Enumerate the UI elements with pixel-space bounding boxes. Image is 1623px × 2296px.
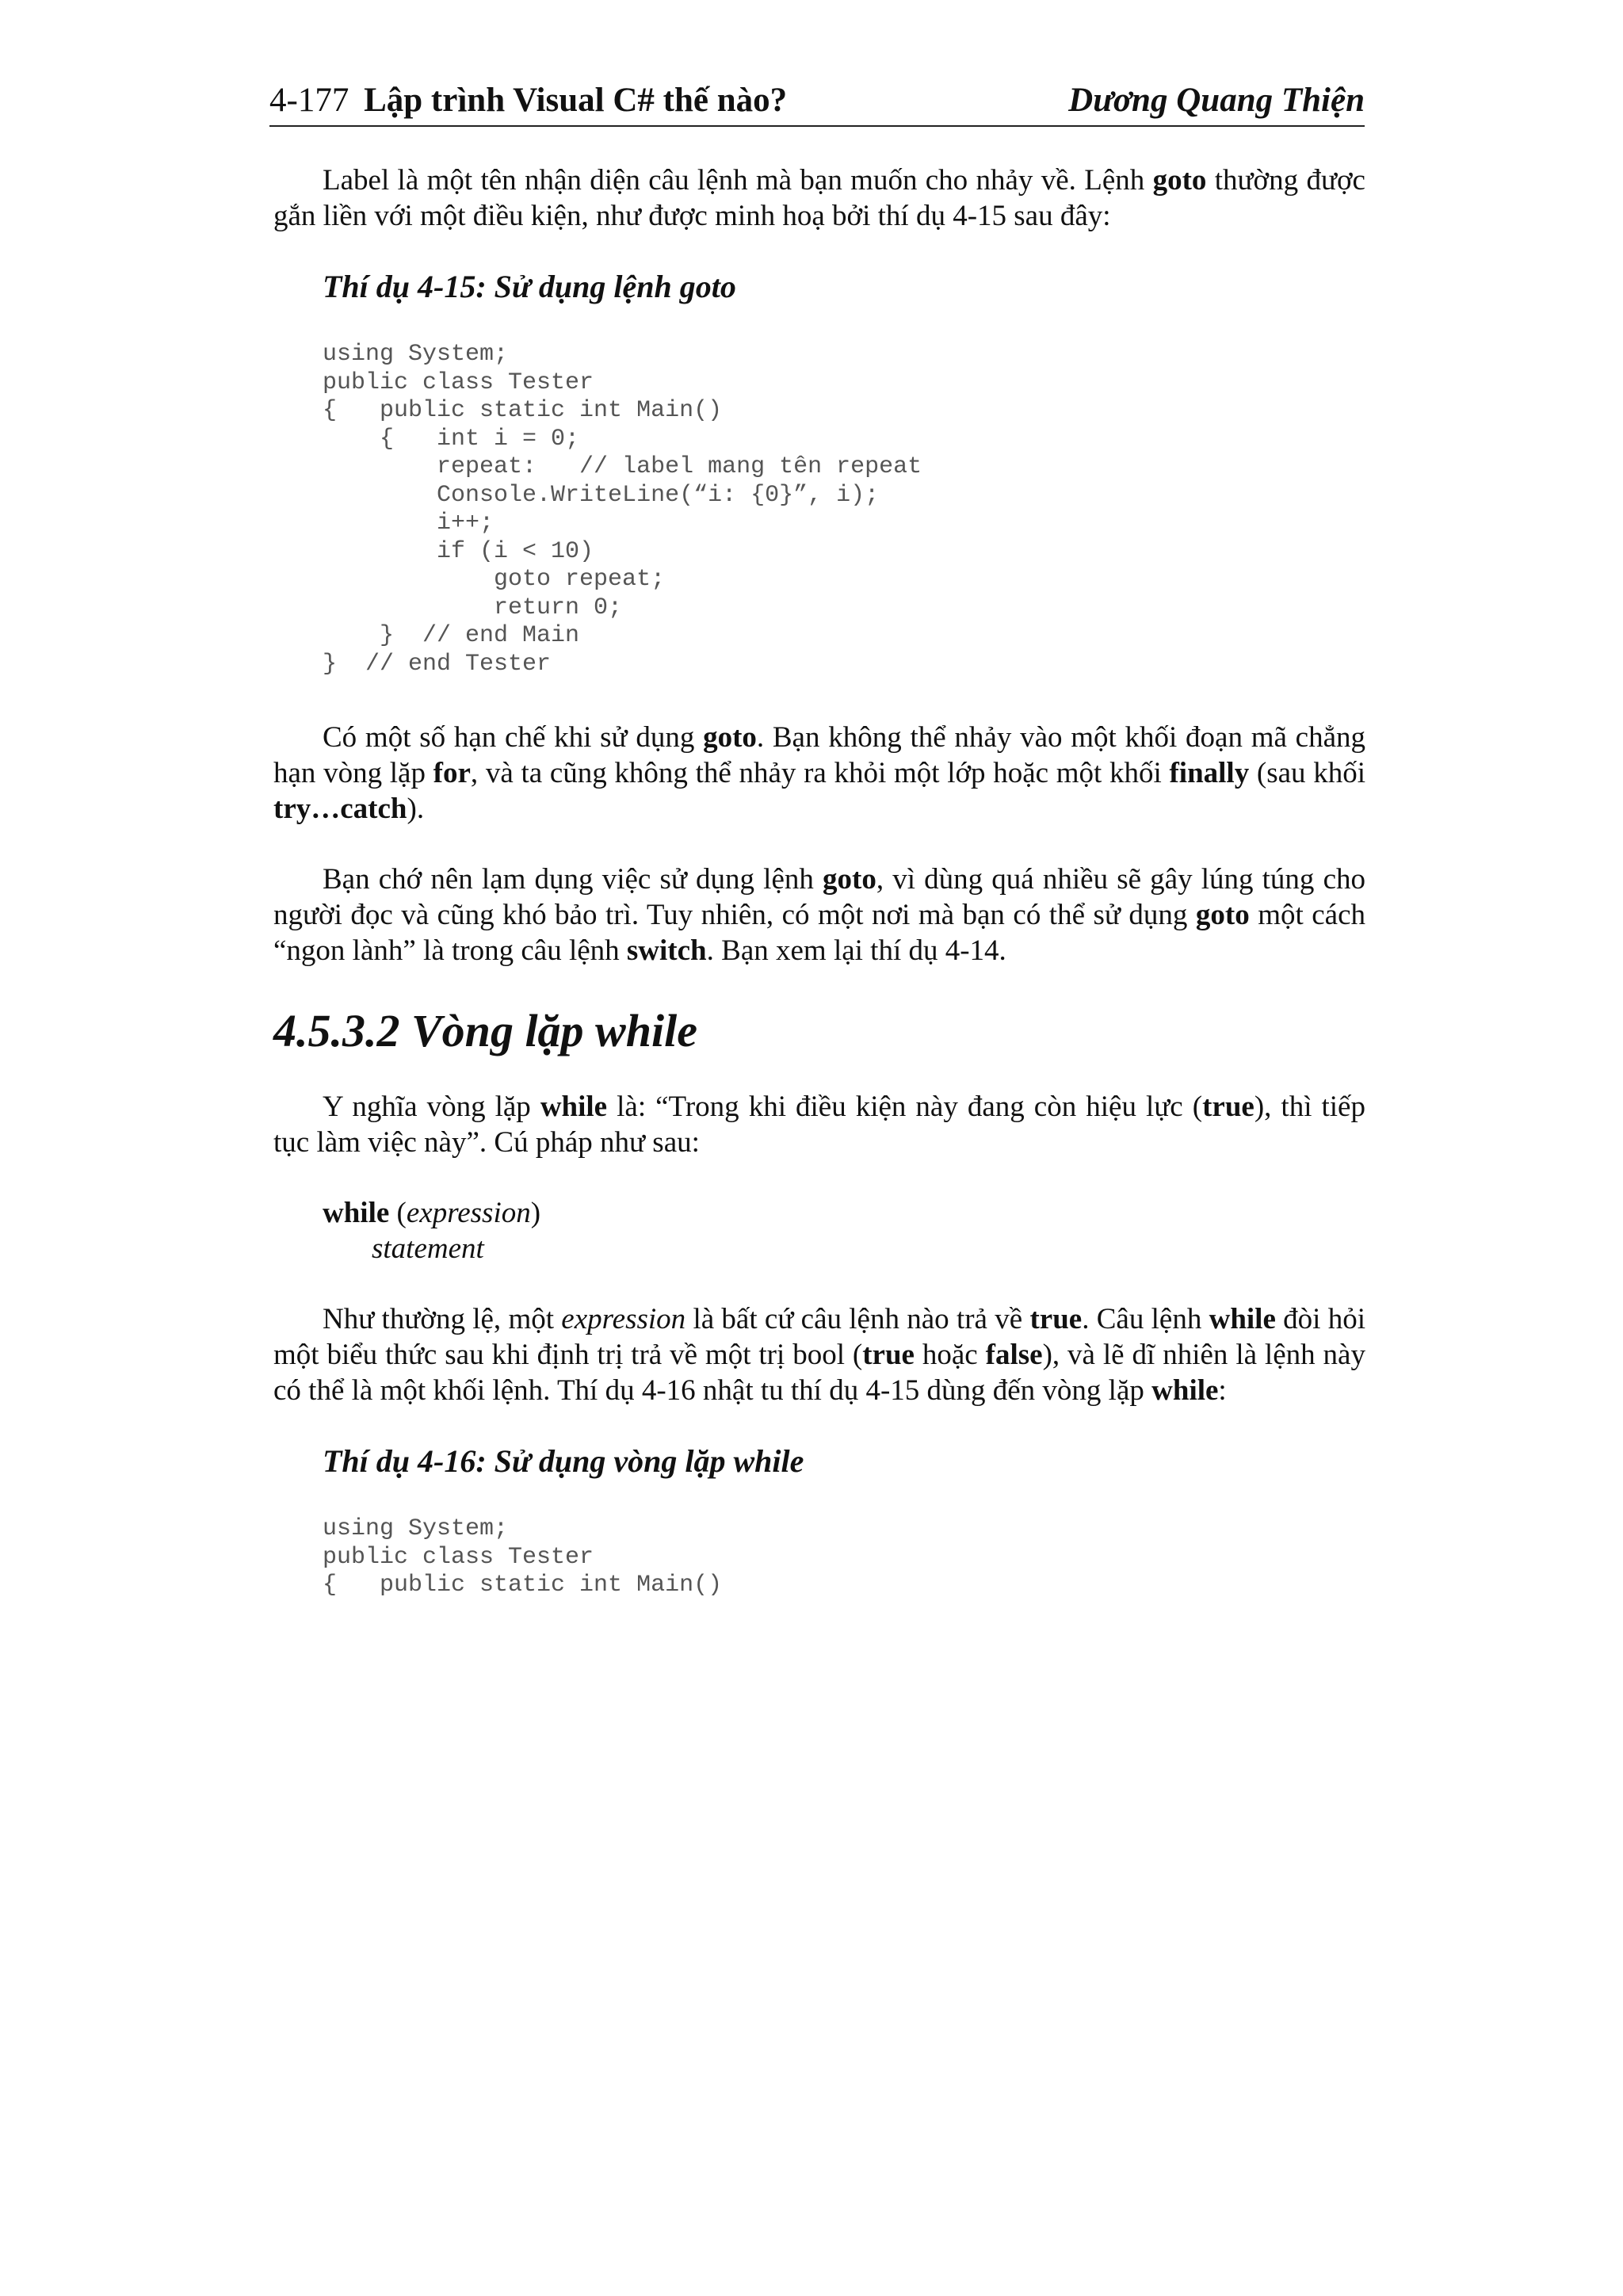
text-run: Như thường lệ, một <box>323 1303 562 1335</box>
text-run: là bất cứ câu lệnh nào trả về <box>685 1303 1030 1335</box>
text-run: . Bạn xem lại thí dụ 4-14. <box>706 934 1006 967</box>
keyword-switch: switch <box>626 934 707 967</box>
page-number: 4-177 <box>269 82 349 119</box>
term-expression: expression <box>561 1303 686 1335</box>
keyword-while: while <box>1151 1374 1219 1407</box>
syntax-expression: expression <box>406 1197 531 1229</box>
keyword-false: false <box>985 1339 1043 1371</box>
keyword-goto: goto <box>1152 164 1207 197</box>
keyword-goto: goto <box>703 721 757 754</box>
keyword-while: while <box>540 1091 608 1123</box>
keyword-true: true <box>1202 1091 1254 1123</box>
while-syntax <box>323 1195 1365 1266</box>
paragraph-goto-limits <box>273 720 1365 827</box>
syntax-statement: statement <box>372 1232 484 1265</box>
paragraph-while-details <box>273 1301 1365 1408</box>
page-header <box>269 76 1365 127</box>
example-4-16-title: Thí dụ 4-16: Sử dụng vòng lặp while <box>323 1443 804 1479</box>
book-title: Lập trình Visual C# thế nào? <box>364 82 788 119</box>
text-run: hoặc <box>914 1339 986 1371</box>
keyword-goto: goto <box>823 863 876 896</box>
text-run: ), thì tiếp tục làm việc này”. Cú pháp như sau: <box>273 1091 1365 1159</box>
text-run: Y nghĩa vòng lặp <box>323 1091 540 1123</box>
text-run: ). <box>407 793 425 825</box>
paragraph-while-meaning <box>273 1089 1365 1160</box>
text-run: . Bạn không thể nhảy vào một khối đoạn mã chẳng hạn vòng lặp <box>273 721 1365 789</box>
keyword-goto: goto <box>1195 899 1250 931</box>
text-run: , vì dùng quá nhiều sẽ gây lúng túng cho người đọc và cũng khó bảo trì. Tuy nhiên, có một nơi mà bạn có thể sử dụng <box>273 863 1365 931</box>
paragraph-goto-advice <box>273 861 1365 968</box>
text-run: một cách “ngon lành” là trong câu lệnh <box>273 899 1365 967</box>
paragraph-label-intro <box>273 162 1365 234</box>
text-run: Label là một tên nhận diện câu lệnh mà bạn muốn cho nhảy về. Lệnh <box>323 164 1153 197</box>
keyword-true: true <box>1029 1303 1083 1335</box>
author-name: Dương Quang Thiện <box>1068 82 1365 119</box>
text-run: : <box>1218 1374 1227 1407</box>
keyword-for: for <box>433 757 471 789</box>
syntax-keyword: while <box>323 1197 390 1229</box>
text-run: , và ta cũng không thể nhảy ra khỏi một lớp hoặc một khối <box>470 757 1170 789</box>
example-4-15-title: Thí dụ 4-15: Sử dụng lệnh goto <box>323 269 736 304</box>
text-run: Có một số hạn chế khi sử dụng <box>323 721 704 754</box>
keyword-true: true <box>862 1339 915 1371</box>
text-run: thường được gắn liền với một điều kiện, như được minh hoạ bởi thí dụ 4-15 sau đây: <box>273 164 1365 232</box>
text-run: đòi hỏi một biểu thức sau khi định trị trả về một trị bool ( <box>273 1303 1366 1371</box>
page-content <box>273 162 1365 1641</box>
keyword-try-catch: try…catch <box>273 793 407 825</box>
text-run: là: “Trong khi điều kiện này đang còn hiệu lực ( <box>607 1091 1203 1123</box>
keyword-finally: finally <box>1169 757 1250 789</box>
keyword-while: while <box>1209 1303 1276 1335</box>
syntax-paren-close: ) <box>530 1197 541 1229</box>
section-heading-while-loop: 4.5.3.2 Vòng lặp while <box>273 1005 697 1056</box>
code-block-example-4-15: using System; public class Tester { public static int Main() { int i = 0; repeat: // label mang tên repeat Console.WriteLine(“i: {0}”, i); i++; if (i < 10) goto repeat; return 0; } // end Main } // end Tester <box>323 341 922 678</box>
text-run: ), và lẽ dĩ nhiên là lệnh này có thể là một khối lệnh. Thí dụ 4-16 nhật tu thí dụ 4-15 dùng đến vòng lặp <box>273 1339 1365 1407</box>
text-run: Bạn chớ nên lạm dụng việc sử dụng lệnh <box>323 863 823 896</box>
text-run: (sau khối <box>1249 757 1365 789</box>
text-run: . Câu lệnh <box>1082 1303 1209 1335</box>
code-block-example-4-16: using System; public class Tester { public static int Main() <box>323 1515 723 1599</box>
syntax-paren-open: ( <box>389 1197 407 1229</box>
